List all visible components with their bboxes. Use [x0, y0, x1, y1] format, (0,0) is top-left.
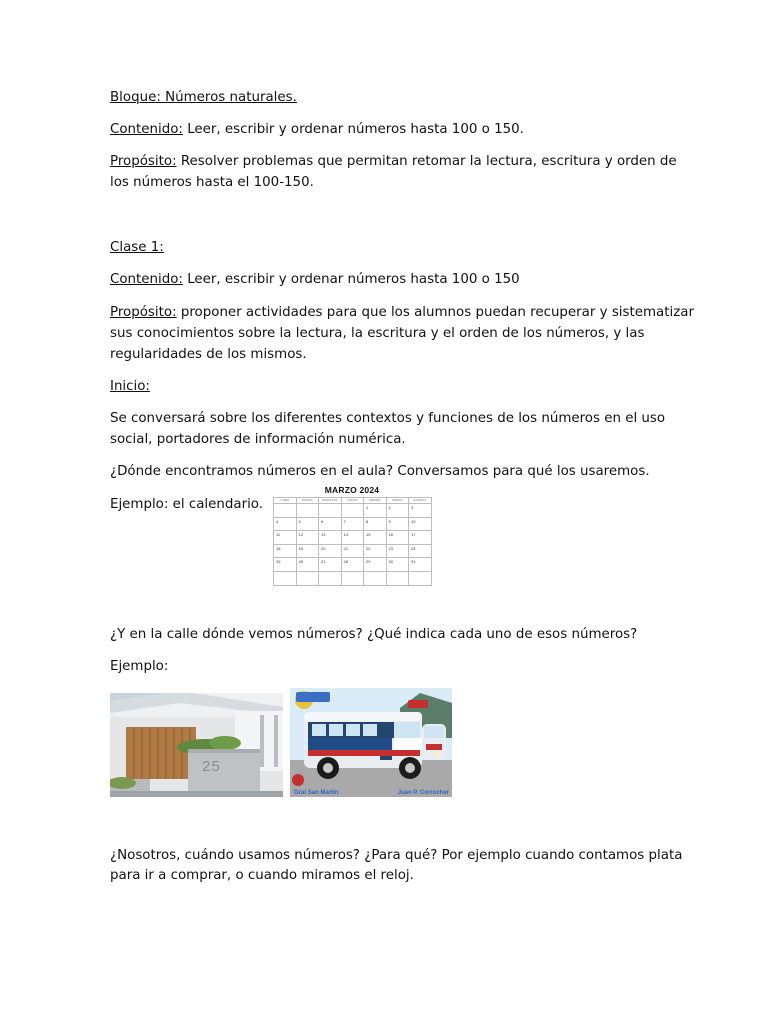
- purpose-line-1: [110, 151, 677, 172]
- calendar-day: 7: [342, 518, 365, 532]
- calendar-day: 6: [319, 518, 342, 532]
- class-content-text: Leer, escribir y ordenar números hasta 100 o 150: [182, 272, 520, 287]
- calendar-day: 26: [297, 558, 320, 572]
- class-purpose-line-3: regularidades de los mismos.: [110, 347, 307, 362]
- calendar-day: 25: [274, 558, 297, 572]
- calendar-grid: [273, 497, 432, 586]
- calendar-weekday: DOMINGO: [409, 498, 432, 504]
- bus-illustration: [290, 688, 452, 797]
- bus-caption-right: Juan P. Corrocher: [397, 790, 449, 796]
- calendar-day: 21: [342, 545, 365, 559]
- class-purpose-text: proponer actividades para que los alumnos puedan recuperar y sistematizar: [176, 305, 694, 320]
- house-photo: [110, 693, 283, 797]
- calendar-day: [297, 572, 320, 586]
- calendar-day: 2: [387, 504, 410, 518]
- calendar-day: 10: [409, 518, 432, 532]
- calendar-day: 19: [297, 545, 320, 559]
- calendar-day: 31: [409, 558, 432, 572]
- house-number: 25: [202, 758, 221, 775]
- class-purpose-line-2: sus conocimientos sobre la lectura, la escritura y el orden de los números, y las: [110, 326, 645, 341]
- calendar-day: [319, 572, 342, 586]
- class-purpose-label: Propósito:: [110, 305, 177, 320]
- calendar-day: 15: [364, 531, 387, 545]
- calendar-day: 17: [409, 531, 432, 545]
- calendar-day: [319, 504, 342, 518]
- calendar-day: [364, 572, 387, 586]
- paragraph-1-line-1: Se conversará sobre los diferentes contextos y funciones de los números en el uso: [110, 411, 666, 426]
- calendar-day: 29: [364, 558, 387, 572]
- calendar-day: 22: [364, 545, 387, 559]
- calendar-day: 5: [297, 518, 320, 532]
- calendar-day: 9: [387, 518, 410, 532]
- calendar-day: [342, 572, 365, 586]
- calendar-day: 27: [319, 558, 342, 572]
- purpose-label: Propósito:: [110, 154, 177, 169]
- house-illustration: [110, 693, 283, 797]
- calendar-weekday: VIERNES: [364, 498, 387, 504]
- purpose-line-2: los números hasta el 100-150.: [110, 175, 314, 190]
- example-calendar-label: Ejemplo: el calendario.: [110, 497, 264, 512]
- paragraph-2-line-2: para ir a comprar, o cuando miramos el reloj.: [110, 868, 414, 883]
- bus-image: [290, 688, 452, 797]
- calendar-title: MARZO 2024: [324, 485, 380, 495]
- calendar-day: 23: [387, 545, 410, 559]
- question-street: ¿Y en la calle dónde vemos números? ¿Qué indica cada uno de esos números?: [110, 627, 638, 642]
- calendar-day: 3: [409, 504, 432, 518]
- calendar-week-row: [274, 504, 432, 518]
- calendar-weekday: LUNES: [274, 498, 297, 504]
- calendar-image: [273, 484, 431, 586]
- calendar-week-row: [274, 545, 432, 559]
- calendar-weekday: SÁBADO: [387, 498, 410, 504]
- calendar-day: 30: [387, 558, 410, 572]
- calendar-day: 13: [319, 531, 342, 545]
- calendar-week-row: [274, 572, 432, 586]
- calendar-week-row: [274, 518, 432, 532]
- purpose-text: Resolver problemas que permitan retomar la lectura, escritura y orden de: [176, 154, 677, 169]
- calendar-day: 16: [387, 531, 410, 545]
- calendar-weekday: MARTES: [297, 498, 320, 504]
- calendar-weekday: MIÉRCOLES: [319, 498, 342, 504]
- content-line: [110, 119, 670, 140]
- calendar-day: 28: [342, 558, 365, 572]
- calendar-day: [387, 572, 410, 586]
- calendar-day: 4: [274, 518, 297, 532]
- class-heading: Clase 1:: [110, 240, 164, 255]
- calendar-day: 24: [409, 545, 432, 559]
- bus-route-number: 4: [394, 743, 398, 750]
- calendar-weeks: [274, 504, 432, 586]
- calendar-day: 18: [274, 545, 297, 559]
- calendar-day: [409, 572, 432, 586]
- calendar-day: 12: [297, 531, 320, 545]
- calendar-day: [342, 504, 365, 518]
- calendar-day: 11: [274, 531, 297, 545]
- paragraph-1-line-2: social, portadores de información numérica.: [110, 432, 406, 447]
- calendar-week-row: [274, 531, 432, 545]
- calendar-weekday: JUEVES: [342, 498, 365, 504]
- calendar-day: 14: [342, 531, 365, 545]
- calendar-day: [274, 504, 297, 518]
- calendar-week-row: [274, 558, 432, 572]
- question-classroom: ¿Dónde encontramos números en el aula? Conversamos para qué los usaremos.: [110, 464, 650, 479]
- block-heading: Bloque: Números naturales.: [110, 90, 297, 105]
- calendar-day: [297, 504, 320, 518]
- calendar-day: 1: [364, 504, 387, 518]
- start-heading: Inicio:: [110, 379, 150, 394]
- class-content-line: [110, 269, 670, 290]
- calendar-day: [274, 572, 297, 586]
- content-text: Leer, escribir y ordenar números hasta 100 o 150.: [182, 122, 524, 137]
- calendar-day: 20: [319, 545, 342, 559]
- example-street-label: Ejemplo:: [110, 659, 169, 674]
- content-label: Contenido:: [110, 122, 183, 137]
- class-purpose-line-1: [110, 302, 694, 323]
- calendar-day: 8: [364, 518, 387, 532]
- paragraph-2-line-1: ¿Nosotros, cuándo usamos números? ¿Para qué? Por ejemplo cuando contamos plata: [110, 848, 683, 863]
- class-content-label: Contenido:: [110, 272, 183, 287]
- bus-caption-left: Gral San Martín: [294, 790, 339, 796]
